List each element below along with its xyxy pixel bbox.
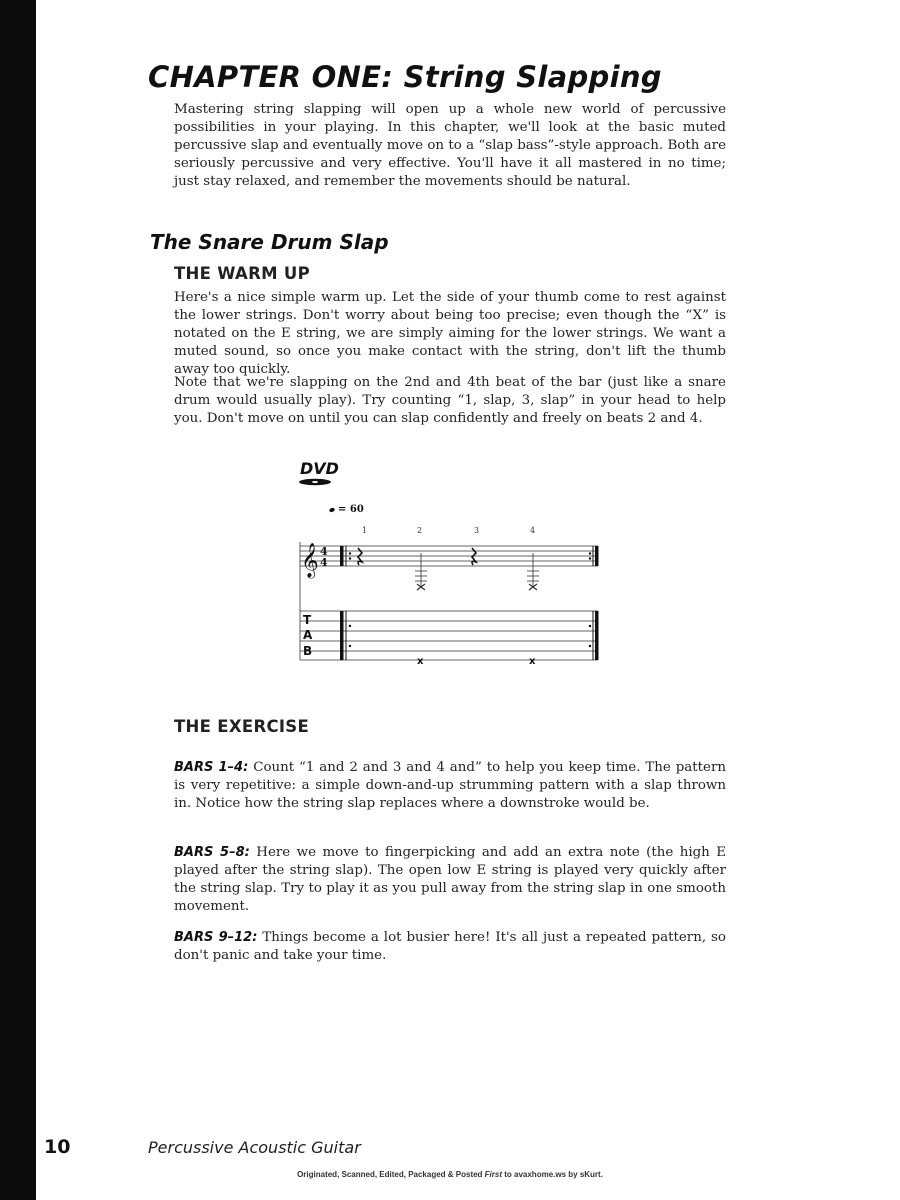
treble-staff (300, 542, 598, 660)
tab-letter-a: A (303, 628, 313, 642)
dvd-logo (299, 459, 339, 485)
treble-clef-icon: 𝄞 (301, 543, 319, 578)
exercise-item-label: BARS 1–4: (174, 760, 249, 775)
credit-text-before: Originated, Scanned, Edited, Packaged & Posted (297, 1170, 485, 1179)
beat-count-1: 1 (362, 526, 368, 535)
exercise-heading: THE EXERCISE (174, 717, 310, 736)
exercise-item-text: Count “1 and 2 and 3 and 4 and” to help you keep time. The pattern is very repetitive: a simple down-and-up strumming pattern with a slap thrown in. Notice how the string slap replaces where a downstroke would be. (174, 760, 726, 811)
page-spine-edge (0, 0, 36, 1200)
tempo-marking (329, 504, 364, 515)
beat-count-4: 4 (530, 526, 536, 535)
music-notation-figure (296, 458, 606, 673)
dvd-logo-text: DVD (300, 459, 339, 478)
tab-letter-t: T (303, 613, 312, 627)
tab-end-repeat-barline (589, 611, 599, 660)
chapter-intro: Mastering string slapping will open up a whole new world of percussive possibilities in your playing. In this chapter, we'll look at the basic muted percussive slap and eventually move on to a “slap bass”-style approach. Both are seriously percussive and very effective. You'll have it all mastered in no time; just stay relaxed, and remember the movements should be natural. (174, 102, 726, 189)
beat-count-3: 3 (474, 526, 480, 535)
credit-text-first: First (484, 1170, 503, 1179)
tab-letter-b: B (303, 644, 313, 658)
slap-note-beat-2 (415, 553, 427, 590)
tempo-text: = 60 (338, 504, 364, 515)
quarter-rest (358, 548, 362, 565)
section-title: The Snare Drum Slap (150, 230, 389, 254)
warmup-paragraph-2: Note that we're slapping on the 2nd and 4th beat of the bar (just like a snare drum would usually play). Try counting “1, slap, 3, slap” in your head to help you. Don't move on until you can slap confidently and freely on beats 2 and 4. (174, 375, 726, 426)
quarter-rest (472, 548, 476, 565)
credit-text-after: to avaxhome.ws by sKurt. (502, 1170, 603, 1179)
running-footer-title: Percussive Acoustic Guitar (148, 1138, 361, 1157)
exercise-item-text: Here we move to fingerpicking and add an extra note (the high E played after the string slap). The open low E string is played very quickly after the string slap. Try to play it as you pull away from the string slap in one smooth movement. (174, 845, 726, 914)
exercise-item-bars-9-12 (174, 929, 726, 965)
exercise-item-label: BARS 9–12: (174, 930, 258, 945)
time-signature-bottom: 4 (320, 556, 328, 569)
exercise-item-bars-5-8 (174, 844, 726, 916)
credit-line (0, 1170, 900, 1179)
exercise-item-bars-1-4 (174, 759, 726, 813)
warmup-paragraph-1: Here's a nice simple warm up. Let the side of your thumb come to rest against the lower strings. Don't worry about being too precise; even though the “X” is notated on the E string, we are simply aiming for the lower strings. We want a muted sound, so once you make contact with the string, don't lift the thumb away too quickly. (174, 290, 726, 377)
warmup-heading: THE WARM UP (174, 264, 310, 283)
exercise-item-label: BARS 5–8: (174, 845, 250, 860)
beat-count-2: 2 (417, 526, 423, 535)
time-signature-top: 4 (320, 545, 328, 558)
exercise-item-text: Things become a lot busier here! It's all just a repeated pattern, so don't panic and take your time. (174, 930, 726, 963)
tab-slap-mark-beat-2: x (417, 656, 424, 667)
chapter-title: CHAPTER ONE: String Slapping (148, 60, 662, 94)
tab-slap-mark-beat-4: x (529, 656, 536, 667)
tab-staff (300, 611, 598, 660)
tab-start-repeat-barline (340, 611, 351, 660)
page-number: 10 (44, 1136, 71, 1158)
slap-note-beat-4 (527, 553, 539, 590)
